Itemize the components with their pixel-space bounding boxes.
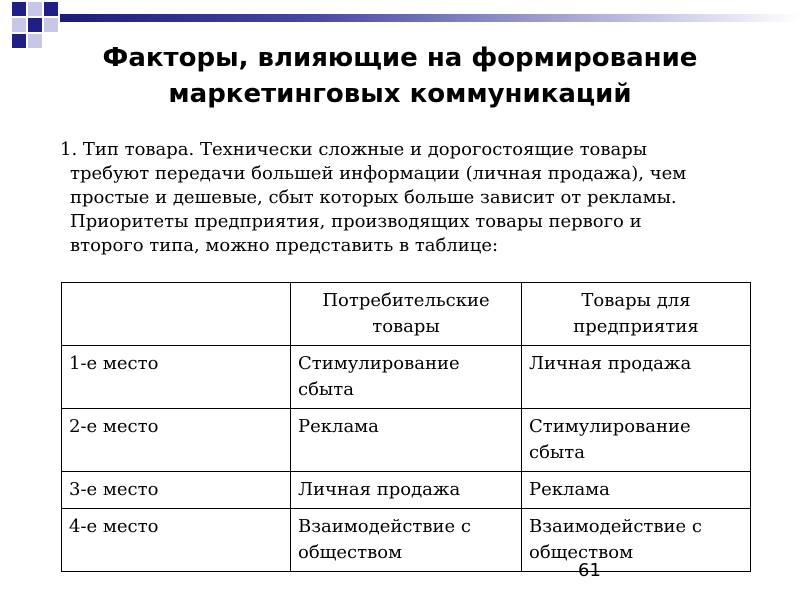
paragraph-line: требуют передачи большей информации (личная продажа), чем <box>70 163 687 184</box>
intro-paragraph <box>60 138 760 258</box>
paragraph-line: Приоритеты предприятия, производящих товары первого и <box>70 211 642 232</box>
decor-square <box>44 18 58 32</box>
slide-title-line: маркетинговых коммуникаций <box>168 79 632 109</box>
business-cell: Личная продажа <box>522 346 751 409</box>
table-row <box>62 509 751 572</box>
consumer-cell: Взаимодействие с обществом <box>291 509 522 572</box>
decor-square <box>44 2 58 16</box>
paragraph-line: простые и дешевые, сбыт которых больше зависит от рекламы. <box>70 187 677 208</box>
table-header-cell: Товары для предприятия <box>522 283 751 346</box>
place-cell: 4-е место <box>62 509 291 572</box>
decor-square <box>12 2 26 16</box>
consumer-cell: Личная продажа <box>291 472 522 509</box>
business-cell: Стимулирование сбыта <box>522 409 751 472</box>
decor-square <box>28 18 42 32</box>
consumer-cell: Стимулирование сбыта <box>291 346 522 409</box>
decor-square <box>12 18 26 32</box>
slide-title <box>40 40 760 112</box>
table-row <box>62 472 751 509</box>
decor-square <box>12 34 26 48</box>
place-cell: 2-е место <box>62 409 291 472</box>
place-cell: 3-е место <box>62 472 291 509</box>
paragraph-line: 1. Тип товара. Технически сложные и дорогостоящие товары <box>60 139 648 160</box>
place-cell: 1-е место <box>62 346 291 409</box>
table-header-cell: Потребительские товары <box>291 283 522 346</box>
page-number: 61 <box>578 560 601 581</box>
header-gradient-bar <box>60 14 800 22</box>
decor-square <box>28 2 42 16</box>
table-header-row <box>62 283 751 346</box>
priorities-table <box>61 282 751 572</box>
slide-title-line: Факторы, влияющие на формирование <box>102 43 698 73</box>
consumer-cell: Реклама <box>291 409 522 472</box>
business-cell: Реклама <box>522 472 751 509</box>
paragraph-line: второго типа, можно представить в таблице: <box>70 235 499 256</box>
table-header-cell <box>62 283 291 346</box>
table-row <box>62 409 751 472</box>
table-row <box>62 346 751 409</box>
business-cell: Взаимодействие с обществом <box>522 509 751 572</box>
